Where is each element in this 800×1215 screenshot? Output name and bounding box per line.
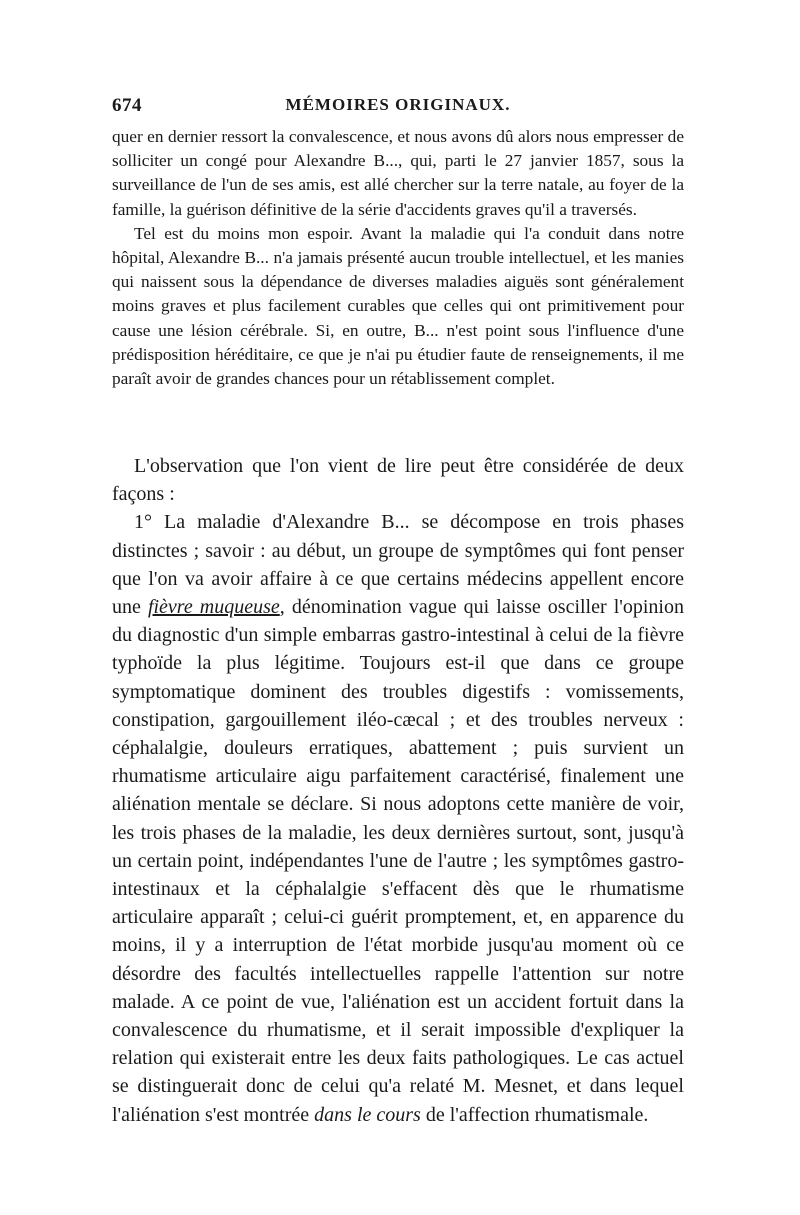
running-title: MÉMOIRES ORIGINAUX.: [285, 95, 511, 114]
paragraph-observation-intro: L'observation que l'on vient de lire peut être considérée de deux façons :: [112, 455, 684, 506]
text-segment: de l'affection rhumatismale.: [420, 1103, 649, 1126]
page-number: 674: [112, 95, 142, 116]
small-text-block: [112, 125, 684, 391]
paragraph-continuation: quer en dernier ressort la convalescence, et nous avons dû alors nous empresser de solliciter un congé pour Alexandre B..., qui, parti le 27 janvier 1857, sous la surveillance de l'un de ses amis, est allé chercher sur la terre natale, au foyer de la famille, la guérison définitive de la série d'accidents graves qu'il a traversés.: [112, 127, 684, 219]
paragraph-first-view: [112, 508, 684, 1128]
large-text-block: [112, 452, 684, 1129]
emphasis-dans-le-cours: dans le cours: [314, 1103, 421, 1126]
emphasis-fievre-muqueuse: fièvre muqueuse: [147, 596, 280, 619]
paragraph-hope: Tel est du moins mon espoir. Avant la maladie qui l'a conduit dans notre hôpital, Alexandre B... n'a jamais présenté aucun trouble intellectuel, et les manies qui naissent sous la dépendance de diverses maladies aiguës sont généralement moins graves et plus facilement curables que celles qui ont primitivement pour cause une lésion cérébrale. Si, en outre, B... n'est point sous l'influence d'une prédisposition héréditaire, ce que je n'ai pu étudier faute de renseignements, il me paraît avoir de grandes chances pour un rétablissement complet.: [112, 223, 684, 389]
text-segment: 1° La maladie d'Alexandre B... se décompose en trois phases distinctes ; savoir : au début, un groupe de symptômes qui font penser que l'on va avoir affaire à ce que certains médecins appellent encore une: [112, 511, 684, 619]
text-segment: , dénomination vague qui laisse osciller l'opinion du diagnostic d'un simple embarras gastro-intestinal à celui de la fièvre typhoïde la plus légitime. Toujours est-il que dans ce groupe symptomatique dominent des troubles digestifs : vomissements, constipation, gargouillement iléo-cæcal ; et des troubles nerveux : céphalalgie, douleurs erratiques, abattement ; puis survient un rhumatisme articulaire aigu parfaitement caractérisé, finalement une aliénation mentale se déclare. Si nous adoptons cette manière de voir, les trois phases de la maladie, les deux dernières surtout, sont, jusqu'à un certain point, indépendantes l'une de l'autre ; les symptômes gastro-intestinaux et la céphalalgie s'effacent dès que le rhumatisme articulaire apparaît ; celui-ci guérit promptement, et, en apparence du moins, il y a interruption de l'état morbide jusqu'au moment où ce désordre des facultés intellectuelles rappelle l'attention sur notre malade. A ce point de vue, l'aliénation est un accident fortuit dans la convalescence du rhumatisme, et il serait impossible d'expliquer la relation qui existerait entre les deux faits pathologiques. Le cas actuel se distinguerait donc de celui qu'a relaté M. Mesnet, et dans lequel l'aliénation s'est montrée: [112, 596, 684, 1126]
page-header: [112, 95, 684, 119]
